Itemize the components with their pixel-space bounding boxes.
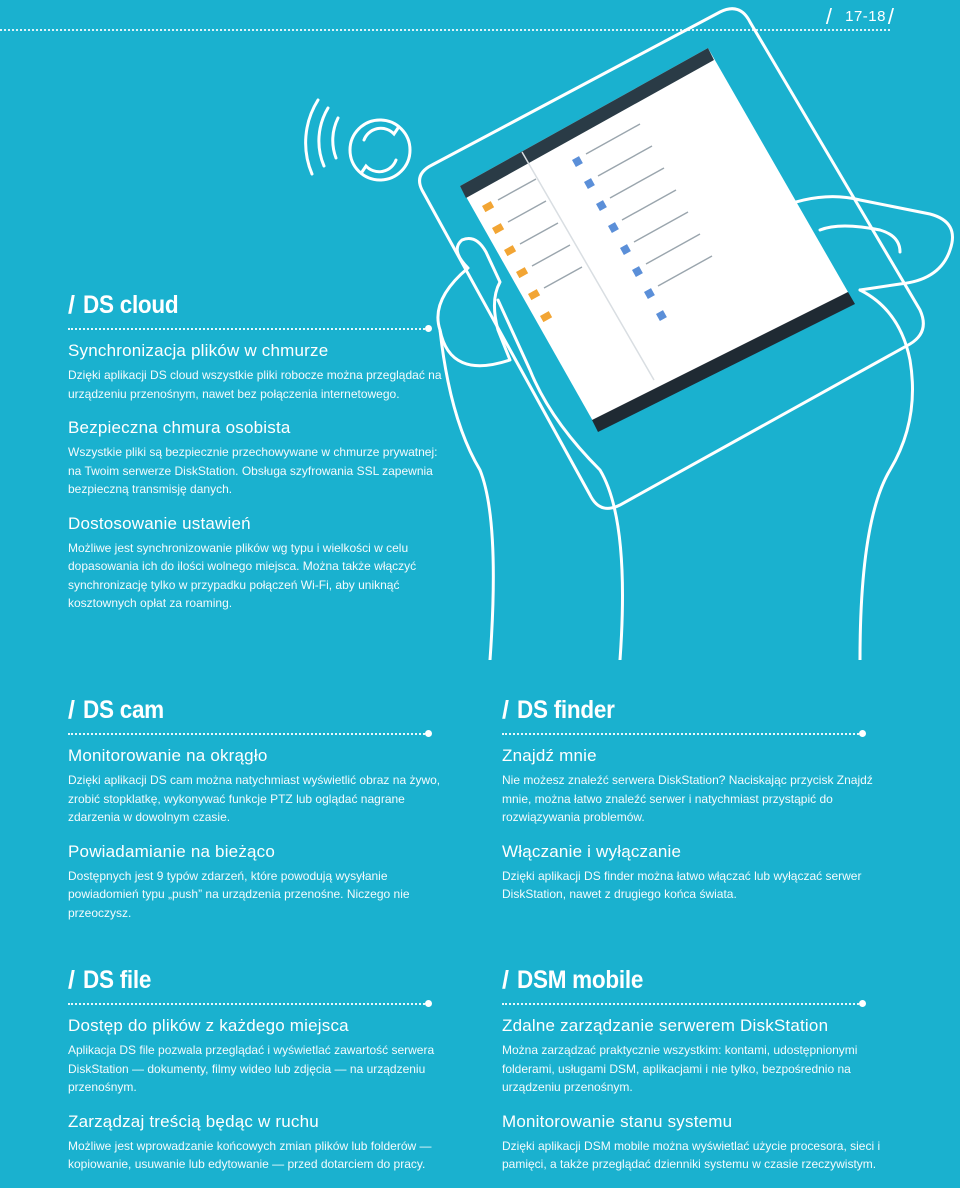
block-heading: Monitorowanie stanu systemu [502, 1111, 733, 1131]
section-divider [68, 733, 428, 735]
block-heading: Zarządzaj treścią będąc w ruchu [68, 1111, 319, 1131]
section-slash-icon: / [68, 965, 75, 994]
block-text: Można zarządzać praktycznie wszystkim: kontami, udostępnionymi folderami, usługami DSM, aplikacjami i nie tylko, bezpośrednio na urządzeniu przenośnym. [502, 1043, 858, 1094]
block-text: Wszystkie pliki są bezpiecznie przechowywane w chmurze prywatnej: na Twoim serwerze DiskStation. Obsługa szyfrowania SSL zapewnia bezpieczną transmisję danych. [68, 445, 438, 496]
page-number-slash-left: / [825, 4, 832, 29]
block-heading: Powiadamianie na bieżąco [68, 841, 276, 861]
page-number-slash-right: / [887, 4, 894, 29]
section-slash-icon: / [68, 695, 75, 724]
section-divider [68, 328, 428, 330]
section-title: DS cloud [82, 290, 179, 319]
block-heading: Włączanie i wyłączanie [502, 841, 682, 861]
section-divider [502, 733, 862, 735]
section-slash-icon: / [502, 965, 509, 994]
section-slash-icon: / [502, 695, 509, 724]
section-dsm-mobile [502, 965, 882, 1188]
block-text: Dzięki aplikacji DS cloud wszystkie pliki robocze można przeglądać na urządzeniu przenośnym, nawet bez połączenia internetowego. [68, 368, 442, 401]
block-text: Możliwe jest wprowadzanie końcowych zmian plików lub folderów — kopiowanie, usuwanie lub edytowanie — przed dotarciem do pracy. [68, 1138, 432, 1171]
section-title: DS file [82, 965, 152, 994]
section-ds-cam [68, 695, 448, 936]
block-heading: Dostosowanie ustawień [68, 513, 251, 533]
block-heading: Bezpieczna chmura osobista [68, 418, 291, 437]
section-title: DS cam [82, 695, 164, 724]
block-heading: Monitorowanie na okrągło [68, 746, 268, 765]
block-text: Nie możesz znaleźć serwera DiskStation? Naciskając przycisk Znajdź mnie, można łatwo znaleźć serwer i natychmiast przystąpić do rozwiązywania problemów. [502, 773, 873, 824]
tablet-screen [460, 48, 855, 432]
block-text: Dostępnych jest 9 typów zdarzeń, które powodują wysyłanie powiadomień typu „push” na urządzenia przenośne. Niczego nie przeoczysz. [68, 868, 410, 920]
block-text: Dzięki aplikacji DS finder można łatwo włączać lub wyłączać serwer DiskStation, nawet z drugiego końca świata. [502, 868, 862, 901]
section-divider [68, 1003, 428, 1005]
block-text: Możliwe jest synchronizowanie plików wg typu i wielkości w celu dopasowania ich do ilości wolnego miejsca. Można także włączyć synchronizację tylko w przypadku połączeń Wi-Fi, aby uniknąć kosztownych opłat za roaming. [68, 540, 417, 610]
page-number: 17-18 [845, 8, 886, 25]
sync-cloud-icon [306, 100, 410, 180]
section-title: DS finder [516, 695, 615, 724]
section-slash-icon: / [68, 290, 75, 319]
block-heading: Znajdź mnie [502, 746, 597, 765]
block-heading: Synchronizacja plików w chmurze [68, 341, 329, 360]
tablet-frame [420, 9, 924, 509]
block-text: Dzięki aplikacji DS cam można natychmiast wyświetlić obraz na żywo, zrobić stopklatkę, wykonywać funkcje PTZ lub oglądać nagrane zdarzenia w dowolnym czasie. [68, 773, 441, 824]
block-text: Dzięki aplikacji DSM mobile można wyświetlać użycie procesora, sieci i pamięci, a także przeglądać dzienniki systemu w czasie rzeczywistym. [502, 1138, 881, 1171]
section-ds-finder [502, 695, 882, 918]
section-divider [502, 1003, 862, 1005]
section-ds-file [68, 965, 448, 1188]
section-title: DSM mobile [516, 965, 644, 994]
block-text: Aplikacja DS file pozwala przeglądać i wyświetlać zawartość serwera DiskStation — dokumenty, filmy wideo lub zdjęcia — na urządzeniu przenośnym. [68, 1043, 435, 1094]
block-heading: Dostęp do plików z każdego miejsca [68, 1016, 349, 1035]
section-ds-cloud [68, 290, 448, 627]
block-heading: Zdalne zarządzanie serwerem DiskStation [502, 1016, 829, 1035]
